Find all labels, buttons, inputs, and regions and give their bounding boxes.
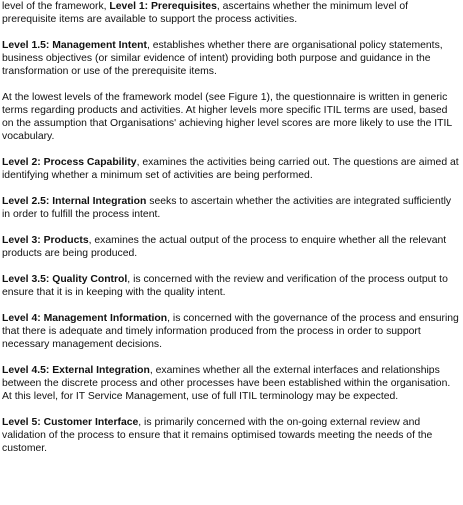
paragraph-text: , establishes whether there are organisational policy statements, business objectives (or similar evidence of intent) providing both purpose and guidance in the transformation or use of the prerequisite items. <box>2 40 443 77</box>
paragraph-text: , is concerned with the review and verification of the process output to ensure that it is in keeping with the quality intent. <box>2 274 448 298</box>
paragraph-text: , examines the actual output of the process to enquire whether all the relevant products are being produced. <box>2 235 447 259</box>
level-heading-customer-interface: Level 5: Customer Interface <box>2 417 139 428</box>
paragraph-level-5 <box>2 416 461 455</box>
paragraph-level-3 <box>2 234 461 260</box>
level-heading-external-integration: Level 4.5: External Integration <box>2 365 150 376</box>
paragraph-level-2-5 <box>2 195 461 221</box>
paragraph-text: seeks to ascertain whether the activities are integrated sufficiently in order to fulfill the process intent. <box>2 196 452 220</box>
level-heading-products: Level 3: Products <box>2 235 89 246</box>
paragraph-level-1 <box>2 0 461 26</box>
paragraph-level-2 <box>2 156 461 182</box>
paragraph-level-4-5 <box>2 364 461 403</box>
paragraph-level-1-5 <box>2 39 461 78</box>
paragraph-text: , examines the activities being carried out. The questions are aimed at identifying whether a minimum set of activities are being performed. <box>2 157 459 181</box>
paragraph-text: At the lowest levels of the framework model (see Figure 1), the questionnaire is written in generic terms regarding products and activities. At higher levels more specific ITIL terms are used, based on the assumption that Organisations' achieving higher level scores are more likely to use the ITIL vocabulary. <box>2 92 452 142</box>
paragraph-text: , is concerned with the governance of the process and ensuring that there is adequate and timely information produced from the process in order to support necessary management decisions. <box>2 313 459 350</box>
paragraph-level-3-5 <box>2 273 461 299</box>
level-heading-management-information: Level 4: Management Information <box>2 313 168 324</box>
paragraph-text: , is primarily concerned with the on-going external review and validation of the process to ensure that it remains optimised towards meeting the needs of the customer. <box>2 417 433 454</box>
paragraph-level-4 <box>2 312 461 351</box>
level-heading-prerequisites: Level 1: Prerequisites <box>109 1 217 12</box>
paragraph-text: , examines whether all the external interfaces and relationships between the discrete process and other processes have been established within the organisation. At this level, for IT Service Management, use of full ITIL terminology may be expected. <box>2 365 451 402</box>
level-heading-quality-control: Level 3.5: Quality Control <box>2 274 128 285</box>
paragraph-lead-text: level of the framework, <box>2 1 110 12</box>
level-heading-process-capability: Level 2: Process Capability <box>2 157 137 168</box>
level-heading-management-intent: Level 1.5: Management Intent <box>2 40 147 51</box>
paragraph-framework-note <box>2 91 461 143</box>
level-heading-internal-integration: Level 2.5: Internal Integration <box>2 196 147 207</box>
paragraph-text: , ascertains whether the minimum level of prerequisite items are available to support the process activities. <box>2 1 409 25</box>
